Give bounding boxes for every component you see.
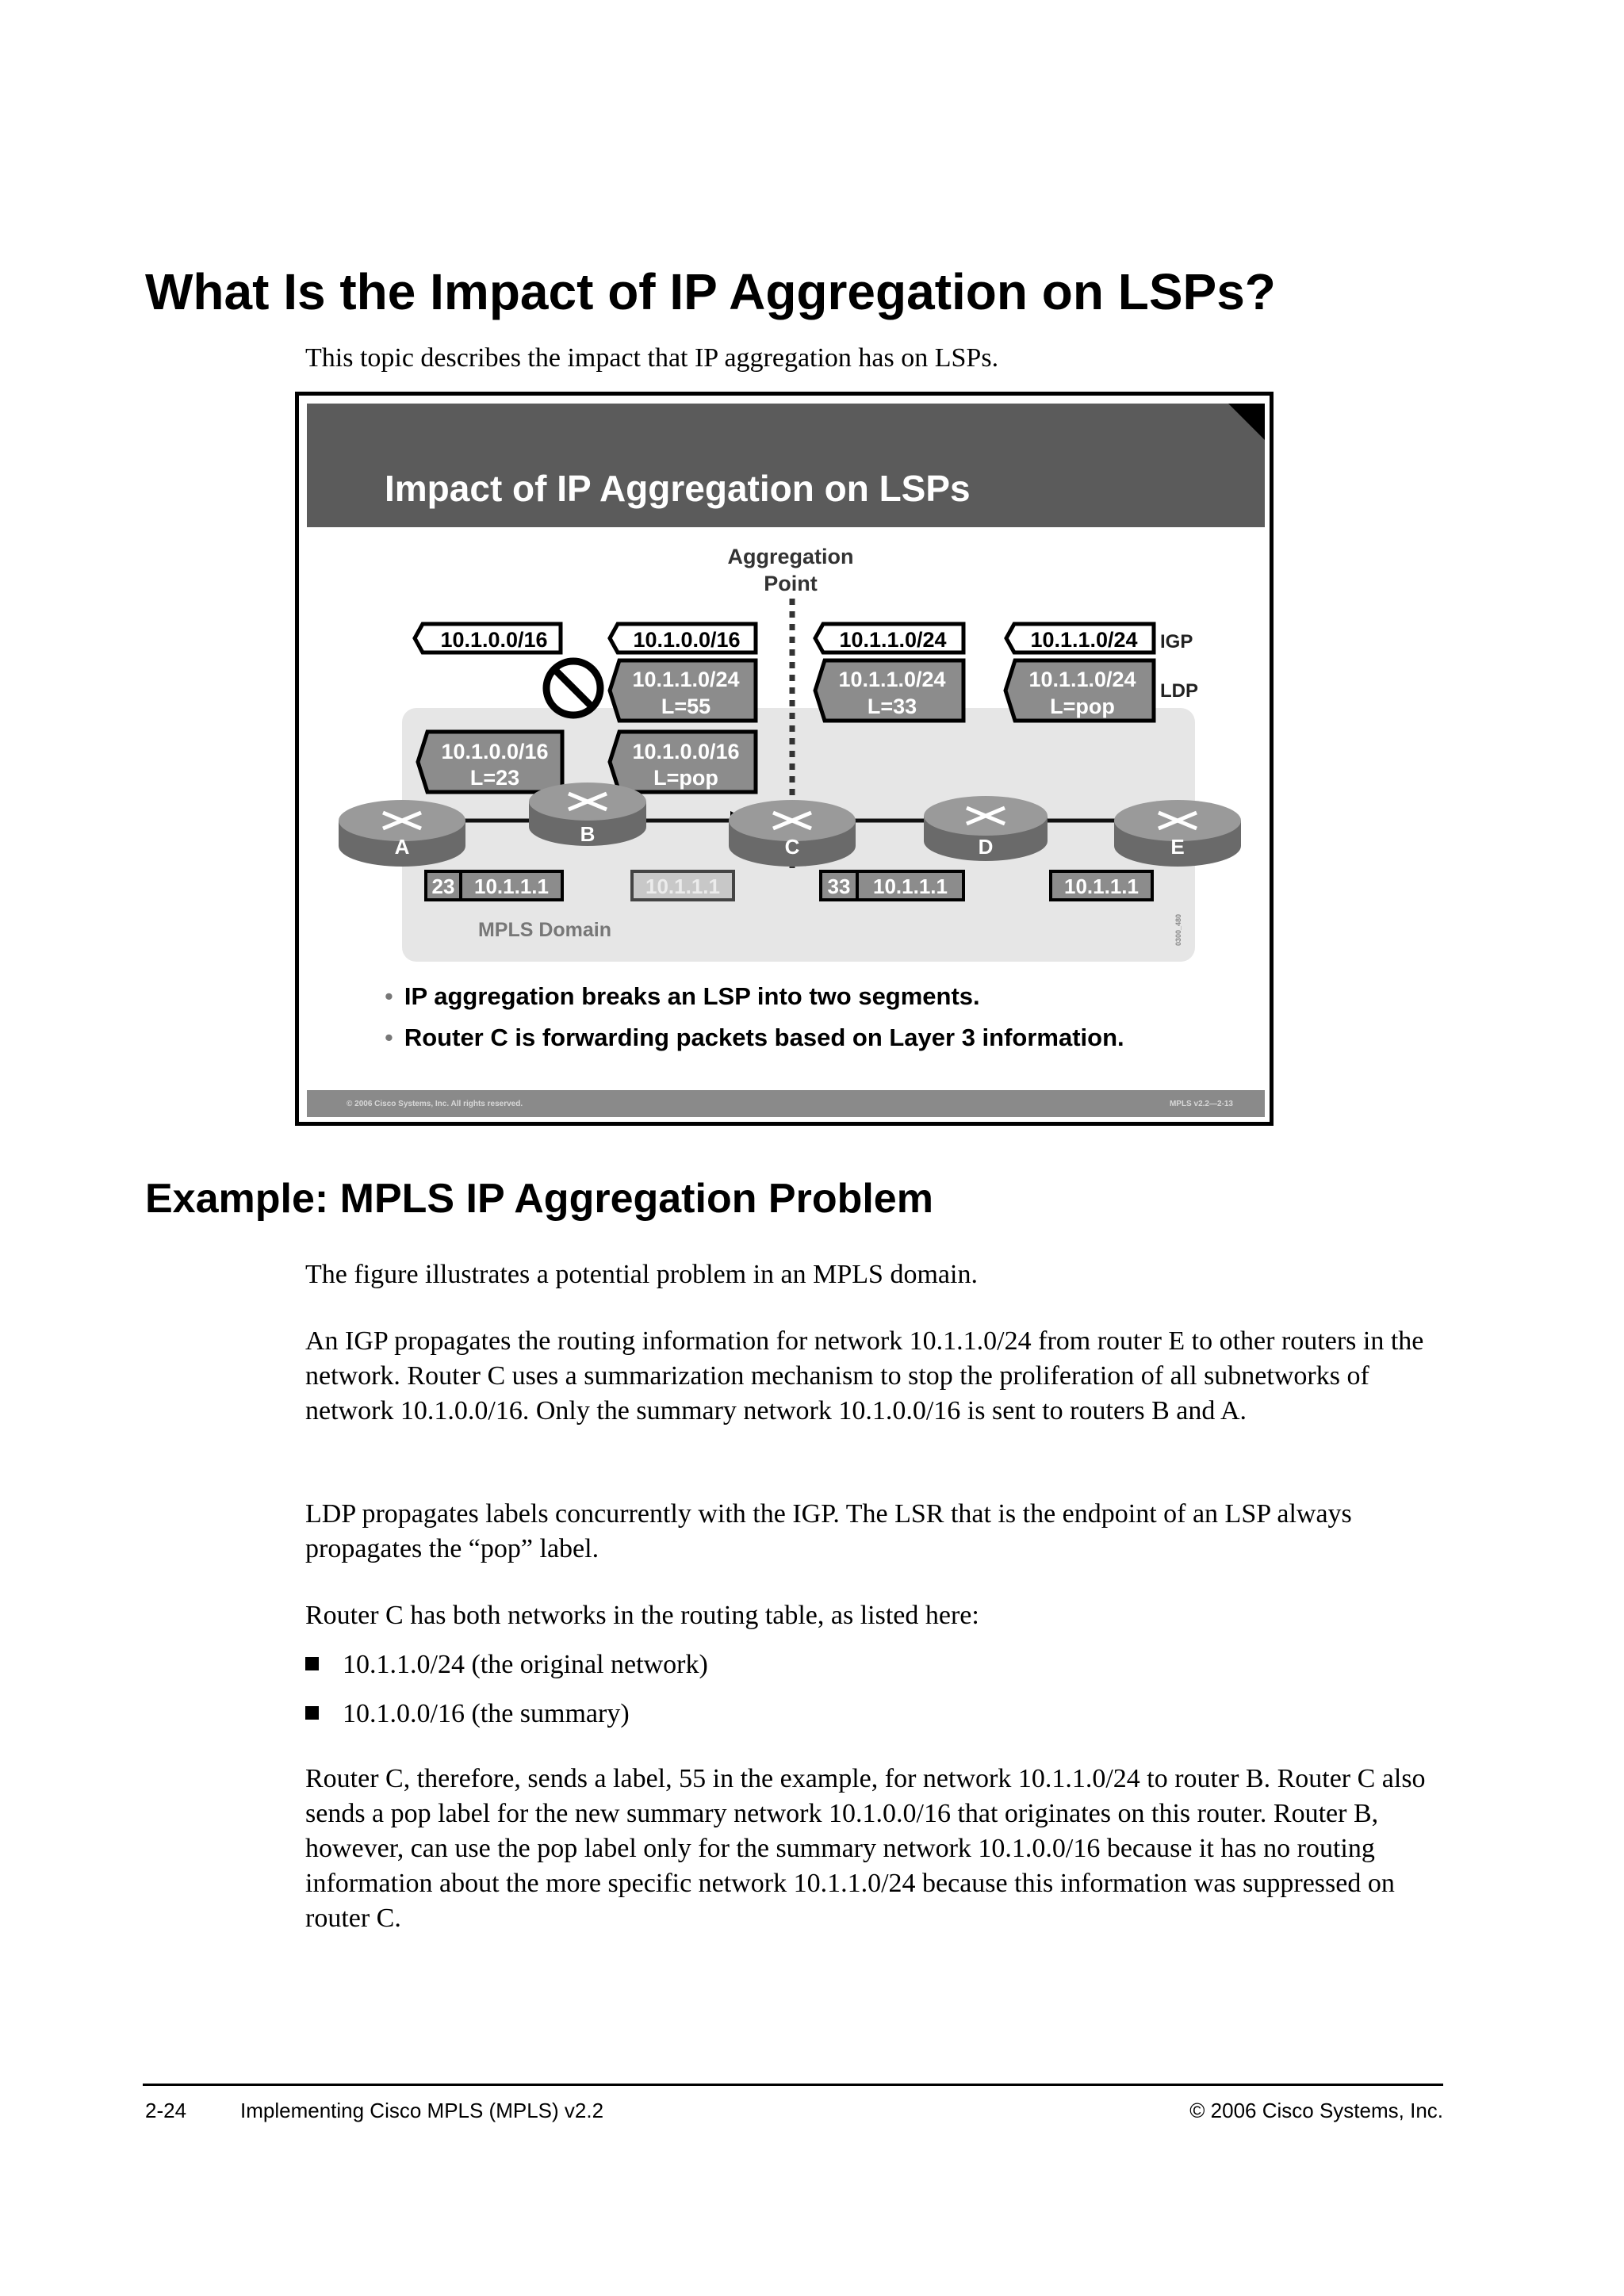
slide-bullet: • IP aggregation breaks an LSP into two segments.: [385, 982, 980, 1010]
router-a: [339, 800, 465, 867]
paragraph: Router C, therefore, sends a label, 55 in the example, for network 10.1.1.0/24 to router B. Router C also sends a pop label for the new summary network 10.1.0.0/16 that originates on this router. Router B, however, can use the pop label only for the summary network 10.1.0.0/16 because it has no routing information about the more specific network 10.1.1.0/24 because this information was suppressed on router C.: [305, 1764, 1426, 1933]
slide-bullets: [385, 976, 1124, 1058]
igp-box-3-text: 10.1.1.0/24: [839, 628, 947, 652]
ldp-box-23-net: 10.1.0.0/16: [441, 740, 549, 763]
paragraph: An IGP propagates the routing information for network 10.1.1.0/24 from router E to other routers in the network. Router C uses a summarization mechanism to stop the proliferation of all subnetworks of network 10.1.0.0/16. Only the summary network 10.1.0.0/16 is sent to routers B and A.: [305, 1326, 1424, 1425]
footer-copyright: © 2006 Cisco Systems, Inc.: [1189, 2099, 1443, 2122]
ldp-label: LDP: [1160, 680, 1198, 702]
router-c: [729, 800, 856, 867]
router-b: [529, 783, 646, 846]
ldp-box-55-label: L=55: [661, 695, 711, 718]
prohibited-icon: [546, 661, 600, 715]
slide-footer-copyright: © 2006 Cisco Systems, Inc. All rights reserved.: [347, 1100, 523, 1108]
igp-box-2-text: 10.1.0.0/16: [633, 628, 741, 652]
packet-c-d: [821, 871, 963, 900]
list-item: 10.1.1.0/24 (the original network): [305, 1647, 708, 1682]
mpls-domain-label: MPLS Domain: [477, 919, 612, 941]
packet-ip: 10.1.1.1: [873, 874, 948, 898]
ldp-box-33-label: L=33: [867, 695, 917, 718]
paragraph: Router C has both networks in the routing table, as listed here:: [305, 1601, 979, 1630]
slide-figure: [295, 392, 1274, 1126]
packet-a-b: [426, 871, 562, 900]
ldp-upper-row: [610, 660, 1198, 721]
page-title: What Is the Impact of IP Aggregation on LSPs?: [145, 263, 1276, 320]
router-label: B: [580, 822, 596, 846]
igp-label: IGP: [1160, 631, 1193, 652]
aggregation-point-label: Aggregation: [727, 545, 854, 568]
ldp-box-pop-e-label: L=pop: [1050, 695, 1115, 718]
corner-mark: [1228, 404, 1265, 440]
igp-box-1-text: 10.1.0.0/16: [440, 628, 548, 652]
paragraph: LDP propagates labels concurrently with the IGP. The LSR that is the endpoint of an LSP always propagates the “pop” label.: [305, 1499, 1352, 1563]
ldp-box-pop-c-net: 10.1.0.0/16: [632, 740, 740, 763]
packet-label: 33: [827, 874, 851, 898]
igp-box-4-text: 10.1.1.0/24: [1030, 628, 1138, 652]
ldp-box-33-net: 10.1.1.0/24: [838, 668, 946, 691]
packet-ip: 10.1.1.1: [1064, 874, 1139, 898]
router-label: E: [1170, 835, 1185, 859]
packet-ip: 10.1.1.1: [645, 874, 720, 898]
intro-text: This topic describes the impact that IP aggregation has on LSPs.: [305, 343, 999, 373]
square-bullet-icon: [305, 1706, 319, 1720]
ldp-box-23-label: L=23: [469, 766, 520, 790]
aggregation-point-label-2: Point: [764, 572, 818, 595]
footer-page-number: 2-24: [145, 2099, 187, 2122]
router-e: [1114, 800, 1241, 867]
router-d: [924, 796, 1048, 861]
packet-b-c: [632, 871, 733, 900]
slide-title: Impact of IP Aggregation on LSPs: [385, 468, 971, 509]
figure-id: 0300_480: [1174, 913, 1182, 946]
footer-book-title: Implementing Cisco MPLS (MPLS) v2.2: [240, 2099, 604, 2122]
ldp-box-pop-c-label: L=pop: [653, 766, 718, 790]
ldp-box-55-net: 10.1.1.0/24: [632, 668, 740, 691]
slide-bullet: • Router C is forwarding packets based on Layer 3 information.: [385, 1024, 1124, 1051]
router-label: C: [784, 835, 800, 859]
footer-rule: [143, 2084, 1443, 2086]
section-title: Example: MPLS IP Aggregation Problem: [145, 1176, 933, 1222]
mpls-diagram: [307, 535, 1265, 963]
packet-label: 23: [431, 874, 455, 898]
slide-header: [307, 404, 1265, 527]
list-item: 10.1.0.0/16 (the summary): [305, 1697, 630, 1732]
packet-d-e: [1051, 871, 1152, 900]
slide-footer: [307, 1090, 1265, 1117]
router-label: D: [978, 835, 994, 859]
paragraph: The figure illustrates a potential problem in an MPLS domain.: [305, 1260, 978, 1289]
slide-footer-ref: MPLS v2.2—2-13: [1169, 1100, 1233, 1108]
packet-ip: 10.1.1.1: [474, 874, 549, 898]
square-bullet-icon: [305, 1657, 319, 1670]
ldp-box-pop-e-net: 10.1.1.0/24: [1028, 668, 1136, 691]
router-label: A: [394, 835, 410, 859]
